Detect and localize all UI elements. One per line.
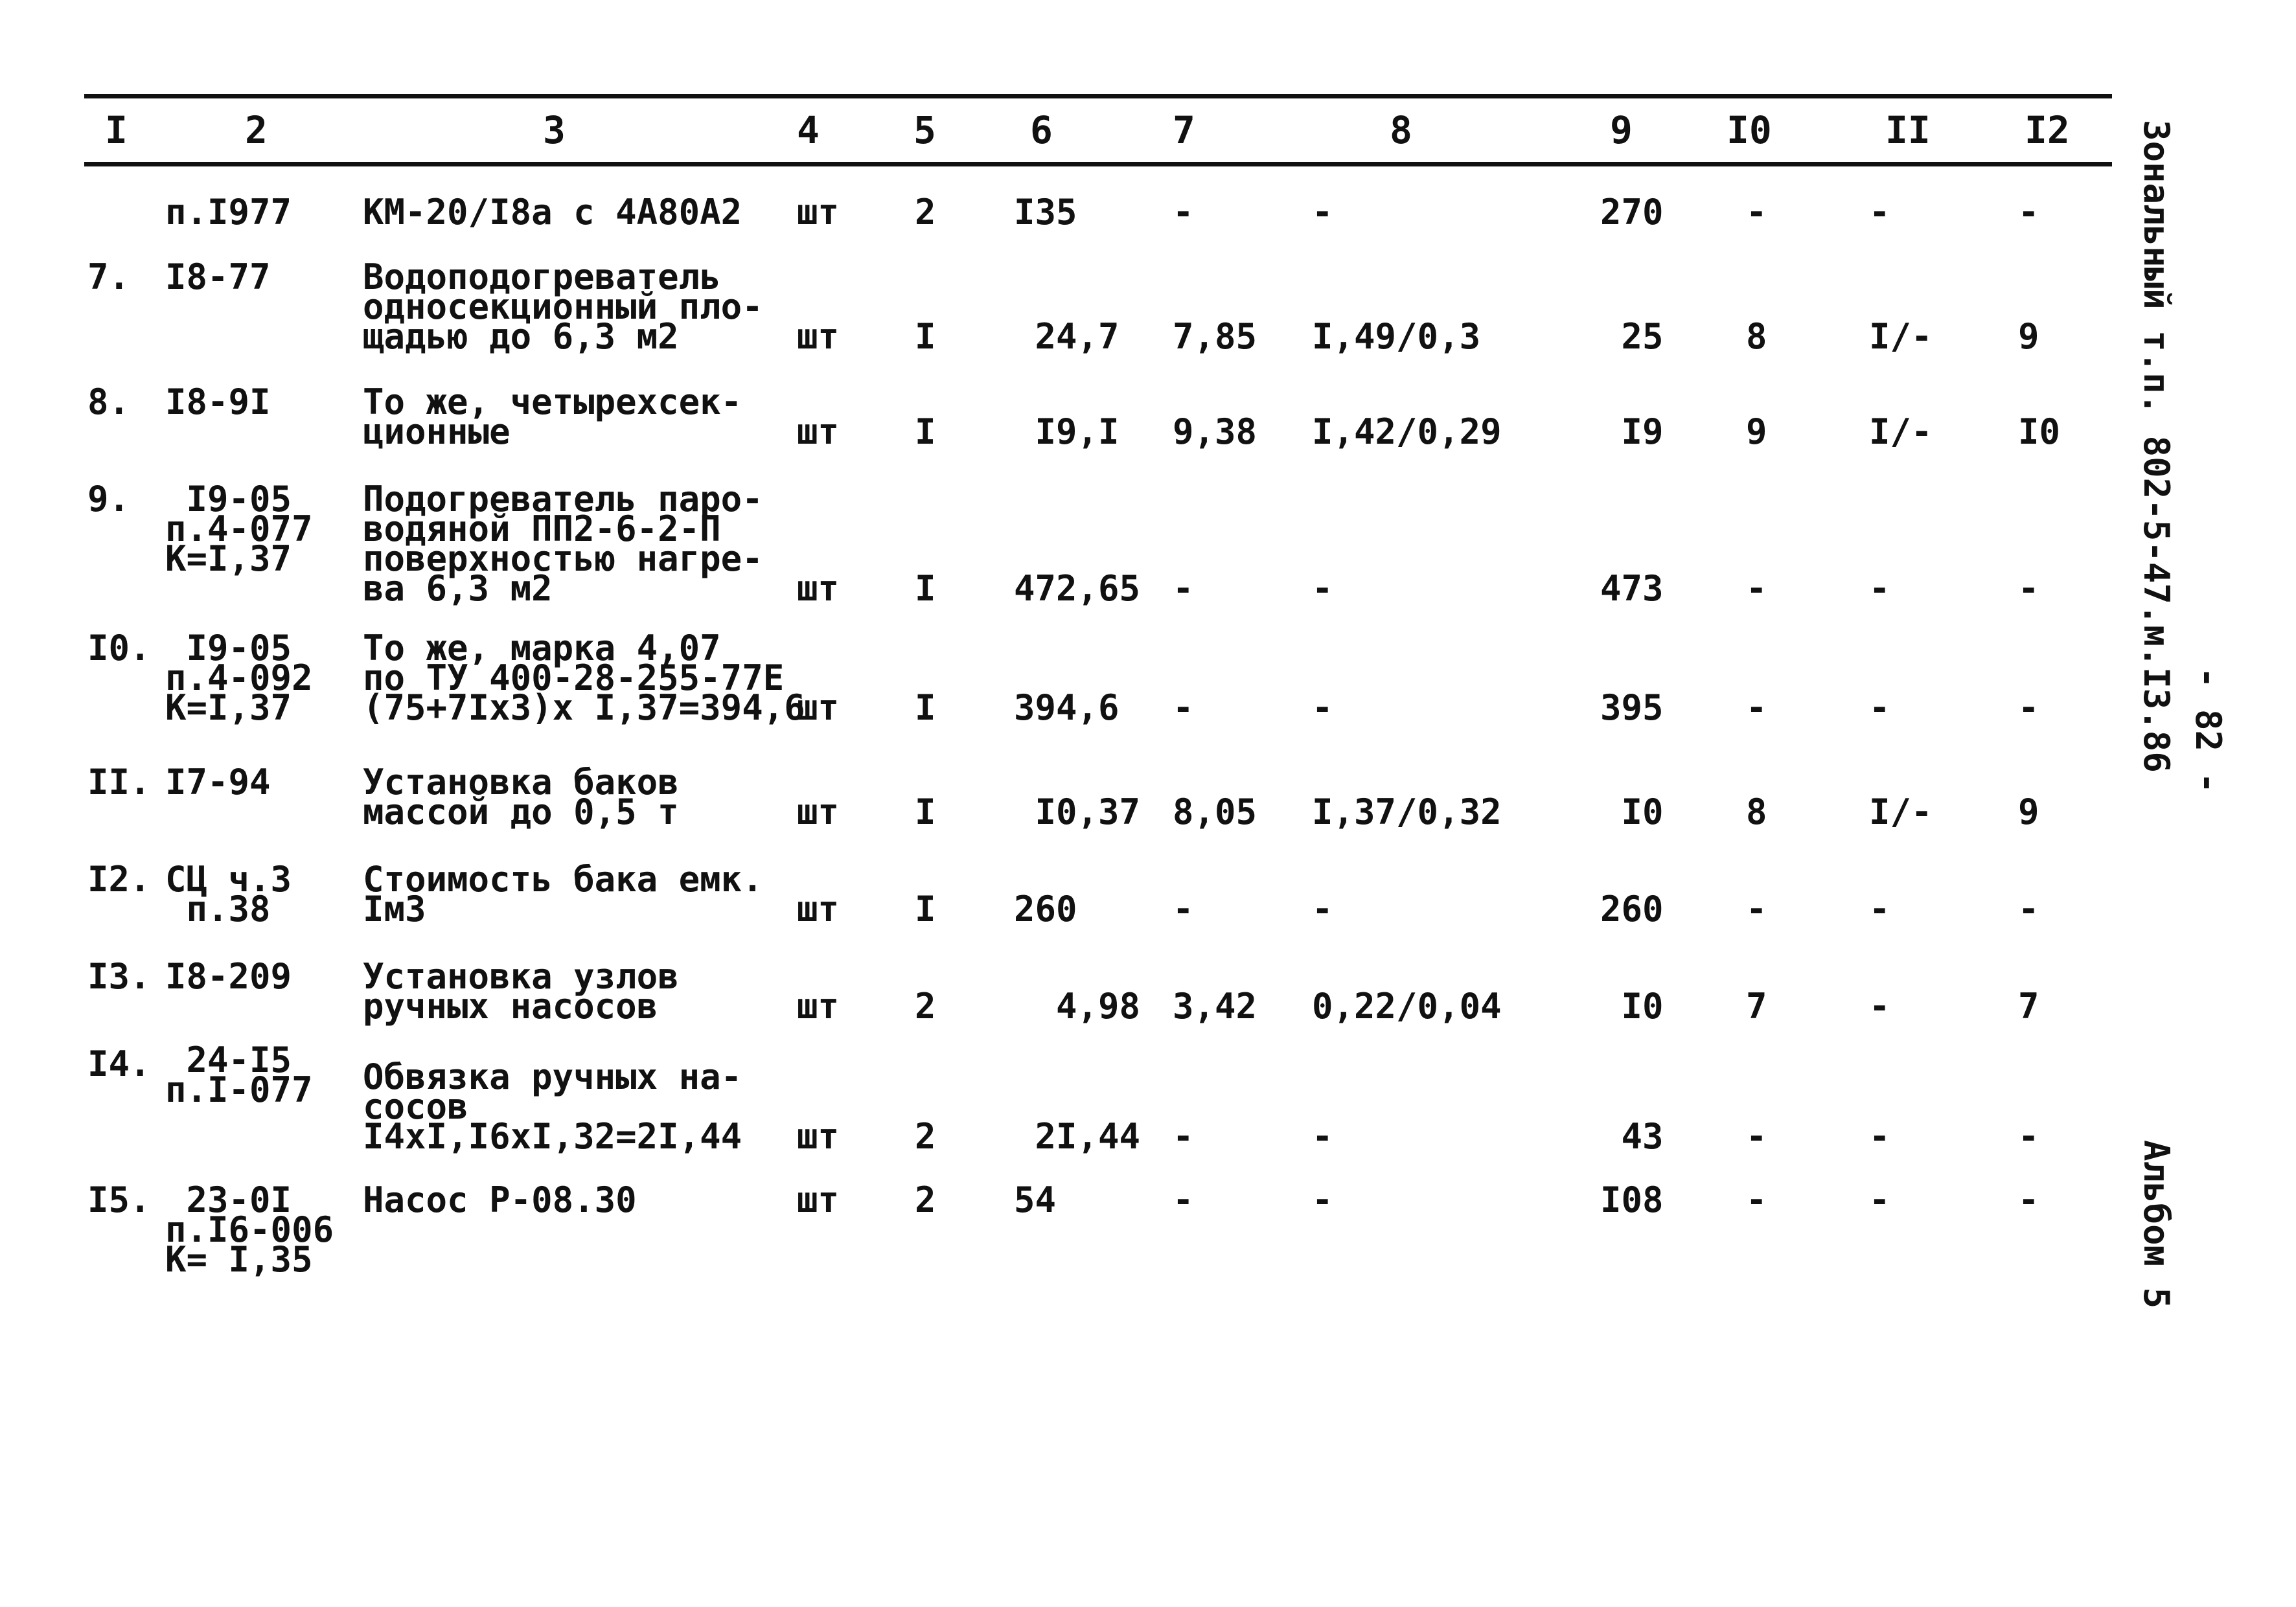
item-name: Насос Р-08.30 xyxy=(363,1180,637,1220)
album-label: Альбом 5 xyxy=(2136,1140,2177,1309)
col-7-value: 3,42 xyxy=(1173,986,1257,1027)
quantity: 2 xyxy=(915,192,936,233)
header-col-8: 8 xyxy=(1390,108,1412,152)
col-9-value: I9 xyxy=(1600,411,1664,452)
unit: шт xyxy=(797,792,840,832)
col-10-value: 8 xyxy=(1746,316,1767,357)
col-8-value: - xyxy=(1312,192,1333,233)
col-12-value: - xyxy=(2018,889,2039,929)
quantity: I xyxy=(915,889,936,929)
row-number: I2. xyxy=(87,859,151,900)
unit: шт xyxy=(797,316,840,357)
col-12-value: 7 xyxy=(2018,986,2039,1027)
quantity: I xyxy=(915,792,936,832)
col-12-value: I0 xyxy=(2018,411,2061,452)
row-number: I0. xyxy=(87,628,151,668)
col-10-value: - xyxy=(1746,687,1767,728)
document-code: Зональный т.п. 802-5-47.м.I3.86 xyxy=(2136,120,2177,773)
row-number: I4. xyxy=(87,1043,151,1084)
col-10-value: 9 xyxy=(1746,411,1767,452)
row-number: 7. xyxy=(87,256,130,297)
col-8-value: I,37/0,32 xyxy=(1312,792,1502,832)
col-6-value: 472,65 xyxy=(1014,568,1141,609)
row-number: 8. xyxy=(87,382,130,422)
row-number: I3. xyxy=(87,956,151,997)
col-6-value: 54 xyxy=(1014,1180,1057,1220)
unit: шт xyxy=(797,986,840,1027)
col-12-value: - xyxy=(2018,1180,2039,1220)
col-9-value: I0 xyxy=(1600,986,1664,1027)
col-10-value: - xyxy=(1746,1180,1767,1220)
col-8-value: - xyxy=(1312,889,1333,929)
rate-code: I8-209 xyxy=(165,956,292,997)
rate-code: п.I977 xyxy=(165,192,292,233)
col-9-value: 270 xyxy=(1600,192,1664,233)
col-10-value: 8 xyxy=(1746,792,1767,832)
col-6-value: 4,98 xyxy=(1014,986,1141,1027)
quantity: I xyxy=(915,568,936,609)
col-7-value: 9,38 xyxy=(1173,411,1257,452)
col-9-value: 260 xyxy=(1600,889,1664,929)
header-col-3: 3 xyxy=(543,108,566,152)
header-col-5: 5 xyxy=(913,108,936,152)
col-9-value: 25 xyxy=(1600,316,1664,357)
item-name: То же, четырехсек- ционные xyxy=(363,382,742,452)
col-7-value: 7,85 xyxy=(1173,316,1257,357)
col-9-value: I08 xyxy=(1600,1180,1664,1220)
col-8-value: - xyxy=(1312,1116,1333,1157)
col-7-value: - xyxy=(1173,568,1194,609)
header-col-10: I0 xyxy=(1727,108,1772,152)
col-10-value: - xyxy=(1746,568,1767,609)
col-11-value: - xyxy=(1869,568,1890,609)
rate-code: I9-05 п.4-092 К=I,37 xyxy=(165,628,313,728)
col-6-value: I35 xyxy=(1014,192,1077,233)
col-9-value: 395 xyxy=(1600,687,1664,728)
col-11-value: I/- xyxy=(1869,316,1933,357)
col-9-value: I0 xyxy=(1600,792,1664,832)
col-11-value: - xyxy=(1869,687,1890,728)
col-6-value: I0,37 xyxy=(1014,792,1141,832)
header-col-9: 9 xyxy=(1610,108,1633,152)
col-8-value: 0,22/0,04 xyxy=(1312,986,1502,1027)
rate-code: I8-77 xyxy=(165,256,271,297)
col-8-value: - xyxy=(1312,568,1333,609)
col-12-value: - xyxy=(2018,568,2039,609)
header-col-11: II xyxy=(1885,108,1931,152)
col-9-value: 43 xyxy=(1600,1116,1664,1157)
col-6-value: 394,6 xyxy=(1014,687,1119,728)
col-6-value: 2I,44 xyxy=(1014,1116,1141,1157)
row-number: II. xyxy=(87,762,151,803)
col-10-value: 7 xyxy=(1746,986,1767,1027)
rate-code: I7-94 xyxy=(165,762,271,803)
rate-code: 24-I5 п.I-077 xyxy=(165,1040,313,1110)
col-9-value: 473 xyxy=(1600,568,1664,609)
unit: шт xyxy=(797,687,840,728)
rate-code: I8-9I xyxy=(165,382,271,422)
col-11-value: - xyxy=(1869,192,1890,233)
col-7-value: - xyxy=(1173,687,1194,728)
col-11-value: - xyxy=(1869,1116,1890,1157)
col-10-value: - xyxy=(1746,889,1767,929)
header-col-7: 7 xyxy=(1173,108,1195,152)
col-12-value: - xyxy=(2018,1116,2039,1157)
rate-code: I9-05 п.4-077 К=I,37 xyxy=(165,479,313,579)
col-7-value: - xyxy=(1173,889,1194,929)
col-10-value: - xyxy=(1746,1116,1767,1157)
col-8-value: I,49/0,3 xyxy=(1312,316,1481,357)
col-12-value: 9 xyxy=(2018,792,2039,832)
unit: шт xyxy=(797,568,840,609)
col-8-value: - xyxy=(1312,687,1333,728)
unit: шт xyxy=(797,1180,840,1220)
item-name: Водоподогреватель односекционный пло- щадью до 6,3 м2 xyxy=(363,256,763,357)
col-12-value: - xyxy=(2018,192,2039,233)
col-12-value: - xyxy=(2018,687,2039,728)
col-12-value: 9 xyxy=(2018,316,2039,357)
item-name: Подогреватель паро- водяной ПП2-6-2-П поверхностью нагре- ва 6,3 м2 xyxy=(363,479,763,609)
col-8-value: - xyxy=(1312,1180,1333,1220)
top-rule xyxy=(84,94,2112,98)
quantity: I xyxy=(915,316,936,357)
item-name: Обвязка ручных на- сосов I4хI,I6хI,32=2I,44 xyxy=(363,1056,742,1157)
header-rule xyxy=(84,162,2112,166)
quantity: 2 xyxy=(915,986,936,1027)
page-number: - 82 - xyxy=(2188,667,2229,794)
col-6-value: I9,I xyxy=(1014,411,1119,452)
col-11-value: - xyxy=(1869,889,1890,929)
item-name: КМ-20/I8а с 4А80А2 xyxy=(363,192,742,233)
item-name: Стоимость бака емк. Iм3 xyxy=(363,859,763,929)
unit: шт xyxy=(797,889,840,929)
col-11-value: - xyxy=(1869,1180,1890,1220)
quantity: 2 xyxy=(915,1116,936,1157)
quantity: 2 xyxy=(915,1180,936,1220)
header-col-6: 6 xyxy=(1030,108,1053,152)
col-6-value: 24,7 xyxy=(1014,316,1119,357)
unit: шт xyxy=(797,192,840,233)
col-11-value: I/- xyxy=(1869,411,1933,452)
item-name: То же, марка 4,07 по ТУ 400-28-255-77Е (75+7Iх3)х I,37=394,6 xyxy=(363,628,805,728)
col-7-value: - xyxy=(1173,1180,1194,1220)
col-11-value: I/- xyxy=(1869,792,1933,832)
quantity: I xyxy=(915,687,936,728)
col-7-value: 8,05 xyxy=(1173,792,1257,832)
col-8-value: I,42/0,29 xyxy=(1312,411,1502,452)
header-col-2: 2 xyxy=(245,108,268,152)
col-7-value: - xyxy=(1173,1116,1194,1157)
item-name: Установка узлов ручных насосов xyxy=(363,956,679,1027)
col-11-value: - xyxy=(1869,986,1890,1027)
unit: шт xyxy=(797,1116,840,1157)
header-col-4: 4 xyxy=(797,108,820,152)
header-col-1: I xyxy=(105,108,128,152)
rate-code: СЦ ч.3 п.38 xyxy=(165,859,292,929)
header-col-12: I2 xyxy=(2025,108,2070,152)
col-6-value: 260 xyxy=(1014,889,1077,929)
rate-code: 23-0I п.I6-006 К= I,35 xyxy=(165,1180,334,1280)
col-10-value: - xyxy=(1746,192,1767,233)
unit: шт xyxy=(797,411,840,452)
item-name: Установка баков массой до 0,5 т xyxy=(363,762,679,832)
quantity: I xyxy=(915,411,936,452)
row-number: 9. xyxy=(87,479,130,519)
row-number: I5. xyxy=(87,1180,151,1220)
col-7-value: - xyxy=(1173,192,1194,233)
